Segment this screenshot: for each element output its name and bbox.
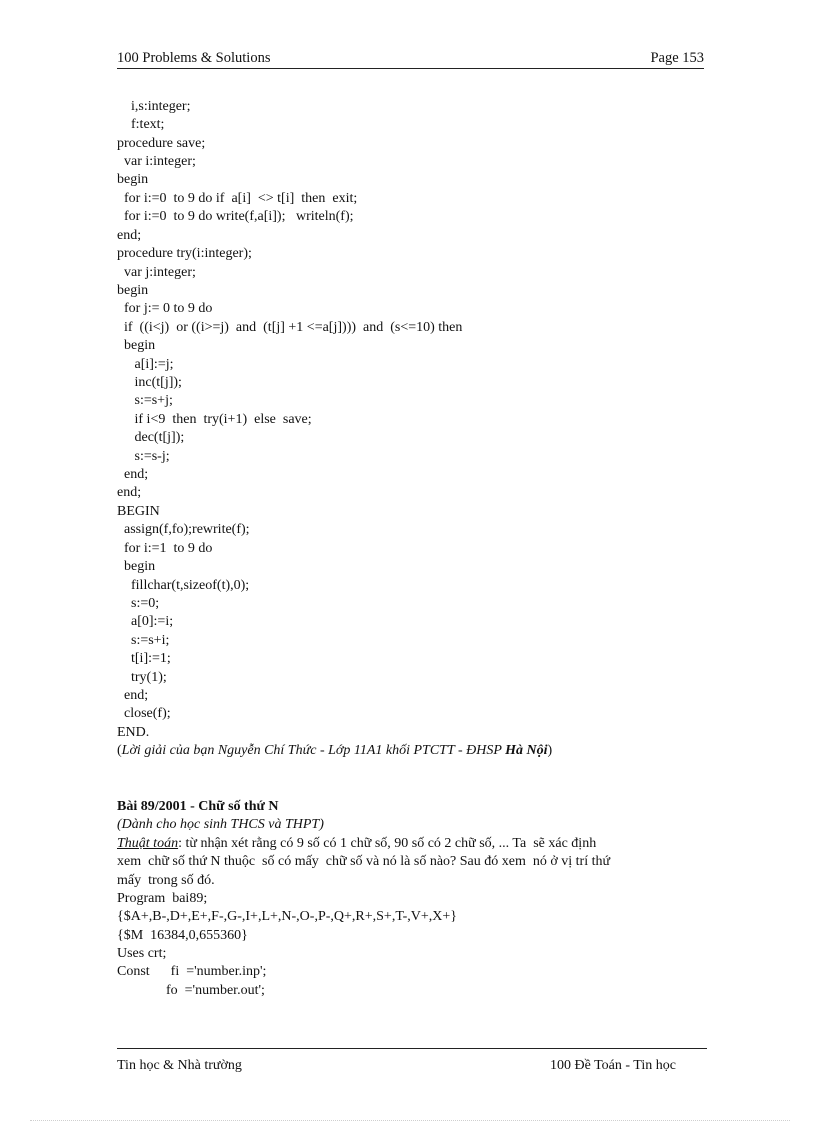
code-line: s:=0;: [117, 596, 160, 611]
problem-audience: (Dành cho học sinh THCS và THPT): [117, 817, 324, 832]
credit-city: Hà Nội: [505, 743, 548, 758]
code-line: i,s:integer;: [117, 99, 191, 114]
code-line: procedure save;: [117, 136, 206, 151]
code-line: for i:=1 to 9 do: [117, 541, 213, 556]
page-edge-rule: [30, 1120, 790, 1121]
credit-author: Lời giải của bạn Nguyễn Chí Thức - Lớp 11A1 khối PTCTT - ĐHSP: [121, 743, 506, 758]
code-line: begin: [117, 283, 149, 298]
credit-open-paren: (: [117, 743, 122, 758]
algorithm-line-3: mấy trong số đó.: [117, 873, 215, 888]
code-line: var i:integer;: [117, 154, 196, 169]
algorithm-line-1: [117, 836, 596, 852]
algorithm-line-2: xem chữ số thứ N thuộc số có mấy chữ số và nó là số nào? Sau đó xem nó ở vị trí thứ: [117, 854, 611, 869]
program-line: Uses crt;: [117, 946, 167, 961]
code-line: t[i]:=1;: [117, 651, 171, 666]
credit-close-paren: ): [547, 743, 553, 758]
code-line: if i<9 then try(i+1) else save;: [117, 412, 312, 427]
code-line: end;: [117, 485, 142, 500]
code-line: END.: [117, 725, 150, 740]
program-line: {$M 16384,0,655360}: [117, 928, 248, 943]
code-line: fillchar(t,sizeof(t),0);: [117, 578, 250, 593]
header-title: 100 Problems & Solutions: [117, 50, 271, 66]
program-line: {$A+,B-,D+,E+,F-,G-,I+,L+,N-,O-,P-,Q+,R+,S+,T-,V+,X+}: [117, 909, 457, 924]
code-line: for j:= 0 to 9 do: [117, 301, 213, 316]
code-line: end;: [117, 228, 142, 243]
header-page-number: Page 153: [650, 50, 704, 66]
footer-rule: [117, 1048, 707, 1049]
code-line: end;: [117, 688, 149, 703]
code-line: f:text;: [117, 117, 165, 132]
code-line: for i:=0 to 9 do if a[i] <> t[i] then exit;: [117, 191, 358, 206]
code-line: a[i]:=j;: [117, 357, 174, 372]
code-line: s:=s+i;: [117, 633, 170, 648]
code-line: close(f);: [117, 706, 171, 721]
problem-title: Bài 89/2001 - Chữ số thứ N: [117, 799, 279, 814]
code-line: assign(f,fo);rewrite(f);: [117, 522, 250, 537]
code-line: procedure try(i:integer);: [117, 246, 252, 261]
footer-left: Tin học & Nhà trường: [117, 1058, 242, 1073]
code-line: var j:integer;: [117, 265, 196, 280]
code-line: if ((i<j) or ((i>=j) and (t[j] +1 <=a[j]))) and (s<=10) then: [117, 320, 463, 335]
code-line: try(1);: [117, 670, 167, 685]
code-line: begin: [117, 559, 156, 574]
code-line: begin: [117, 338, 156, 353]
code-line: dec(t[j]);: [117, 430, 185, 445]
algorithm-label: Thuật toán: [117, 836, 179, 851]
program-line: Program bai89;: [117, 891, 208, 906]
code-line: begin: [117, 172, 149, 187]
code-line: for i:=0 to 9 do write(f,a[i]); writeln(f);: [117, 209, 354, 224]
code-line: a[0]:=i;: [117, 614, 174, 629]
footer-right: 100 Đề Toán - Tin học: [550, 1058, 676, 1073]
code-line: end;: [117, 467, 149, 482]
solution-credit: [117, 743, 552, 759]
code-line: s:=s-j;: [117, 449, 170, 464]
page-header: [117, 50, 704, 69]
code-line: inc(t[j]);: [117, 375, 182, 390]
program-line: Const fi ='number.inp';: [117, 964, 267, 979]
algorithm-text-1: : từ nhận xét rằng có 9 số có 1 chữ số, 90 số có 2 chữ số, ... Ta sẽ xác định: [178, 836, 597, 851]
code-line: s:=s+j;: [117, 393, 173, 408]
program-line: fo ='number.out';: [117, 983, 265, 998]
code-line: BEGIN: [117, 504, 160, 519]
